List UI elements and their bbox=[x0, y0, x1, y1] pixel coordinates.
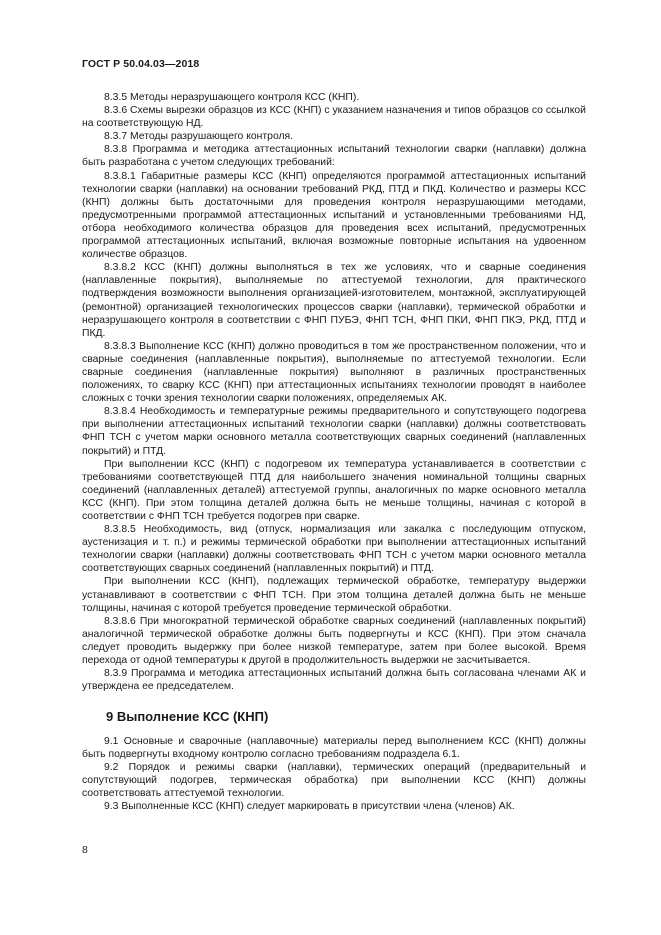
section-9-heading: 9 Выполнение КСС (КНП) bbox=[106, 709, 269, 724]
paragraph: 9.2 Порядок и режимы сварки (наплавки), термических операций (предварительный и сопутствующий подогрев, термическая обработка) при выполнении КСС (КНП) должны соответствовать аттестуемой технологии. bbox=[82, 762, 586, 800]
paragraph: 8.3.8.3 Выполнение КСС (КНП) должно проводиться в том же пространственном положении, что и сварные соединения (наплавленные покрытия), выполняемые по аттестуемой технологии. Если сварные соединения (наплавленные покрытия) выполняют в различных пространственных положениях, то сварку КСС (КНП) при аттестационных испытаниях технологии проводят в наиболее сложных с точки зрения технологии сварки положениях, определяемых АК. bbox=[82, 340, 586, 405]
paragraph: При выполнении КСС (КНП), подлежащих термической обработке, температуру выдержки устанавливают в соответствии с ФНП ТСН. При этом толщина деталей должна быть не меньше толщины, начиная с которой требуется проведение термической обработки. bbox=[82, 576, 586, 614]
paragraph: 8.3.8.6 При многократной термической обработке сварных соединений (наплавленных покрытий) аналогичной термической обработке должны быть подвергнуты и КСС (КНП). При этом сначала следует проводить выдержку при более низкой температуре, затем при более высокой. Время перехода от одной температуры к другой в продолжительность выдержки не засчитывается. bbox=[82, 615, 586, 667]
paragraph: 8.3.8.1 Габаритные размеры КСС (КНП) определяются программой аттестационных испытаний технологии сварки (наплавки) на основании требований РКД, ПТД и ПКД. Количество и размеры КСС (КНП) должны быть достаточными для проведения контроля неразрушающими методами, предусмотренными программой аттестационных испытаний и установленными требованиями НД, отбора необходимого количества образцов для проведения всех испытаний, предусмотренных программой аттестационных испытаний, включая возможные повторные испытания на удвоенном количестве образцов. bbox=[82, 170, 586, 261]
paragraph: 8.3.7 Методы разрушающего контроля. bbox=[104, 131, 294, 143]
paragraph: 8.3.5 Методы неразрушающего контроля КСС (КНП). bbox=[104, 92, 360, 103]
paragraph: 8.3.9 Программа и методика аттестационных испытаний должна быть согласована членами АК и утверждена ее председателем. bbox=[82, 668, 586, 693]
page-number: 8 bbox=[82, 845, 88, 856]
paragraph: 8.3.8 Программа и методика аттестационных испытаний технологии сварки (наплавки) должна быть разработана с учетом следующих требований: bbox=[82, 144, 586, 169]
document-header: ГОСТ Р 50.04.03—2018 bbox=[82, 58, 200, 70]
section-8-body bbox=[82, 91, 586, 693]
paragraph: 9.1 Основные и сварочные (наплавочные) материалы перед выполнением КСС (КНП) должны быть подвергнуты входному контролю согласно требованиям подраздела 6.1. bbox=[82, 736, 586, 761]
paragraph: 8.3.8.4 Необходимость и температурные режимы предварительного и сопутствующего подогрева при выполнении аттестационных испытаний технологии сварки (наплавки) должны соответствовать ФНП ТСН с учетом марки основного металла соответствующих сварных соединений (наплавленных покрытий) и ПТД. bbox=[82, 406, 586, 457]
paragraph: 8.3.8.2 КСС (КНП) должны выполняться в тех же условиях, что и сварные соединения (наплавленные покрытия), выполняемые по аттестуемой технологии, для практического подтверждения возможности выполнения организацией-изготовителем, монтажной, эксплуатирующей (ремонтной) организацией технологических процессов сварки (наплавки), термической обработки и неразрушающего контроля в соответствии с ФНП ПУБЭ, ФНП ТСН, ФНП ПКИ, ФНП ПКЭ, РКД, ПТД и ПКД. bbox=[82, 262, 586, 339]
paragraph: 9.3 Выполненные КСС (КНП) следует маркировать в присутствии члена (членов) АК. bbox=[104, 801, 515, 813]
paragraph: 8.3.8.5 Необходимость, вид (отпуск, нормализация или закалка с последующим отпуском, аустенизация и т. п.) и режимы термической обработки при выполнении аттестационных испытаний технологии сварки (наплавки) должны соответствовать ФНП ТСН с учетом марки основного металла соответствующих сварных соединений (наплавленных покрытий) и ПТД. bbox=[82, 524, 586, 575]
paragraph: При выполнении КСС (КНП) с подогревом их температура устанавливается в соответствии с требованиями соответствующей ПТД для наибольшего значения номинальной толщины сварных соединений (наплавленных деталей) аттестуемой группы, аналогичных по марке основного металла КСС (КНП). При этом толщина деталей должна быть не меньше толщины, начиная с которой в соответствии с ФНП ТСН требуется подогрев при сварке. bbox=[82, 458, 586, 522]
section-9-body bbox=[82, 735, 586, 814]
paragraph: 8.3.6 Схемы вырезки образцов из КСС (КНП) с указанием назначения и типов образцов со ссылкой на соответствующую НД. bbox=[82, 105, 586, 130]
